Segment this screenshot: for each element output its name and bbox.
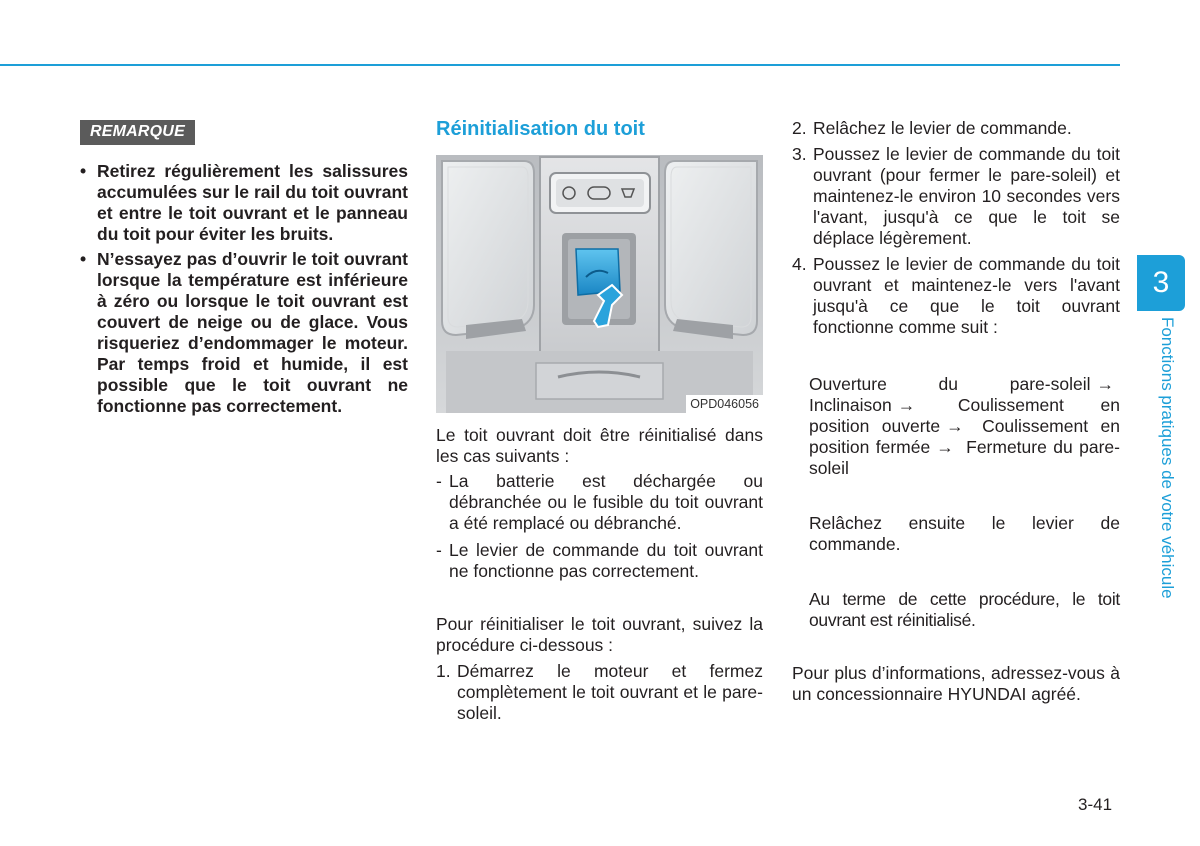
chapter-tab: 3: [1137, 255, 1185, 311]
remark-item: • N’essayez pas d’ouvrir le toit ouvrant lorsque la température est inférieure à zéro ou lorsque le toit ouvrant est couvert de neige ou de glace. Vous risqueriez d’endommager le moteur. Par temps froid et humide, il est possible que le toit ouvrant ne fonctionne pas correctement.: [80, 249, 408, 417]
sequence-part: Inclinaison: [809, 395, 892, 415]
step-text: Relâchez le levier de commande.: [813, 118, 1072, 138]
sequence-part: Coulissement en position fermée: [809, 416, 1120, 457]
step-number: 2.: [792, 118, 807, 138]
procedure-step: [792, 144, 1120, 249]
step-number: 4.: [792, 254, 807, 274]
procedure-steps-part1: [436, 661, 763, 724]
reset-case-item: - Le levier de commande du toit ouvrant ne fonctionne pas correctement.: [436, 540, 763, 582]
reset-cases: [436, 471, 763, 582]
reset-case-item: - La batterie est déchargée ou débranchée ou le fusible du toit ouvrant a été remplacé ou débranché.: [436, 471, 763, 534]
chapter-title: Fonctions pratiques de votre véhicule: [1158, 317, 1177, 599]
step-text: Poussez le levier de commande du toit ouvrant (pour fermer le pare-soleil) et maintenez-le environ 10 secondes vers l'avant, jusqu'à ce que le toit se déplace légèrement.: [813, 144, 1120, 248]
sunroof-control-illustration: [436, 155, 763, 413]
reset-intro: Le toit ouvrant doit être réinitialisé dans les cas suivants :: [436, 425, 763, 466]
top-rule: [0, 64, 1120, 66]
left-map-lamp: [442, 161, 534, 339]
arrow-icon: →: [1096, 374, 1114, 394]
remark-column: [80, 120, 408, 421]
step-number: 3.: [792, 144, 807, 164]
reset-complete: Au terme de cette procédure, le toit ouvrant est réinitialisé.: [809, 589, 1120, 630]
remark-list: [80, 161, 408, 417]
procedure-steps-part2: [792, 118, 1120, 338]
sequence-part: Ouverture du pare-soleil: [809, 374, 1091, 394]
step-number: 1.: [436, 661, 451, 681]
remark-label: REMARQUE: [80, 120, 195, 145]
sequence-part: Coulissement en position ouverte: [809, 395, 1120, 436]
step-text: Démarrez le moteur et fermez complètement le toit ouvrant et le pare-soleil.: [457, 661, 763, 723]
procedure-step: [792, 118, 1120, 139]
release-instruction: Relâchez ensuite le levier de commande.: [809, 513, 1120, 554]
procedure-step: [792, 254, 1120, 338]
remark-item: • Retirez régulièrement les salissures accumulées sur le rail du toit ouvrant et entre le toit ouvrant et le panneau du toit pour éviter les bruits.: [80, 161, 408, 245]
arrow-icon: →: [897, 395, 916, 415]
section-title: Réinitialisation du toit: [436, 118, 645, 140]
sequence-part: Fermeture du pare-soleil: [809, 437, 1120, 478]
movement-sequence: [792, 374, 1120, 479]
procedure-intro: Pour réinitialiser le toit ouvrant, suivez la procédure ci-dessous :: [436, 614, 763, 655]
step-text: Poussez le levier de commande du toit ouvrant et maintenez-le vers l'avant jusqu'à ce que le toit ouvrant fonctionne comme suit :: [813, 254, 1120, 337]
overhead-console-drawing: [436, 155, 763, 413]
arrow-icon: →: [936, 437, 954, 457]
right-map-lamp: [665, 161, 757, 339]
continuation-column: [792, 118, 1120, 723]
procedure-step: [436, 661, 763, 724]
page-number: 3-41: [1078, 795, 1113, 814]
more-info: Pour plus d’informations, adressez-vous à un concessionnaire HYUNDAI agréé.: [792, 663, 1120, 704]
main-column: [436, 116, 763, 729]
arrow-icon: →: [946, 416, 964, 436]
figure-label: OPD046056: [686, 395, 763, 413]
